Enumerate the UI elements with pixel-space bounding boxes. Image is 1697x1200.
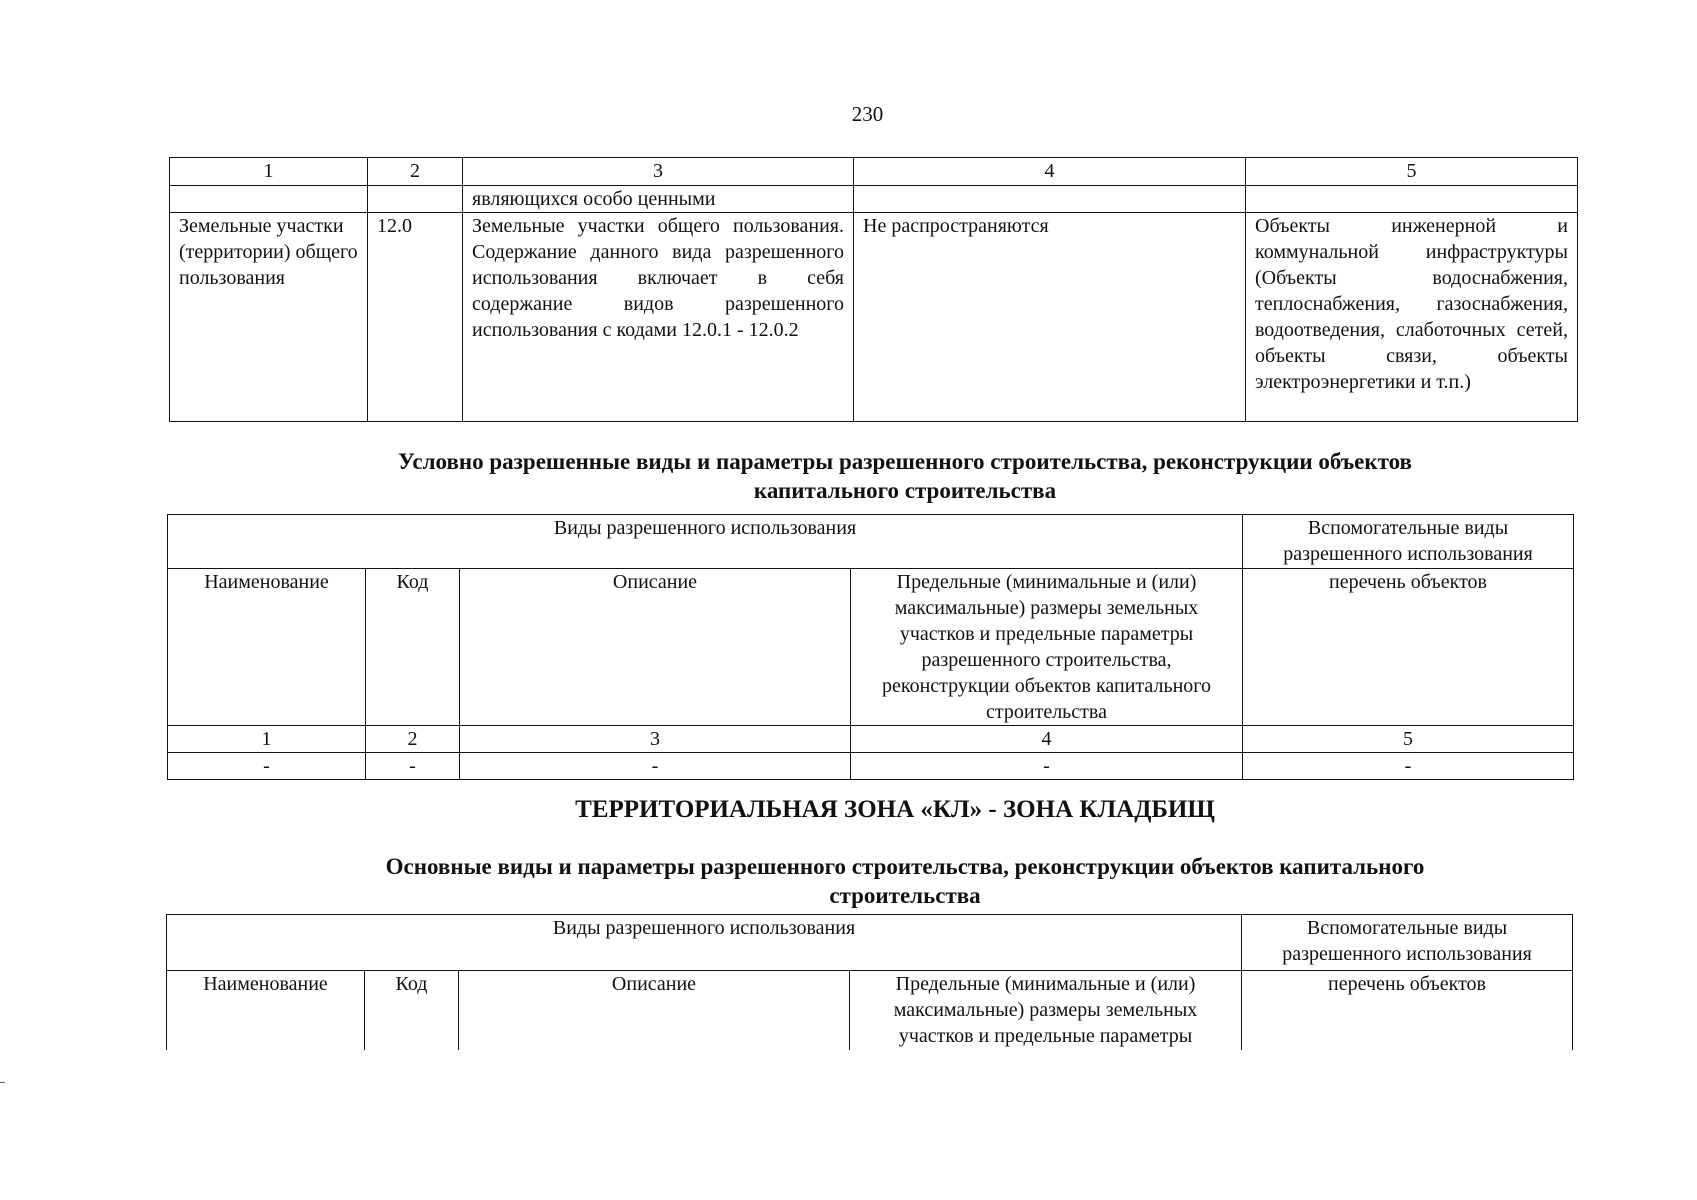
empty-value: - bbox=[851, 753, 1243, 780]
col-number: 1 bbox=[170, 158, 368, 186]
empty-value: - bbox=[168, 753, 366, 780]
table-column-numbers-row bbox=[168, 726, 1574, 753]
col-header-description: Описание bbox=[460, 569, 851, 726]
empty-cell bbox=[854, 186, 1246, 213]
col-number: 5 bbox=[1243, 726, 1574, 753]
conditional-section-heading bbox=[0, 447, 1697, 505]
col-number: 5 bbox=[1246, 158, 1578, 186]
main-section-heading bbox=[0, 852, 1697, 910]
group-header: Виды разрешенного использования bbox=[167, 915, 1242, 971]
table-row bbox=[168, 753, 1574, 780]
empty-value: - bbox=[1243, 753, 1574, 780]
empty-cell bbox=[170, 186, 368, 213]
heading-line: строительства bbox=[829, 883, 981, 908]
col-number: 4 bbox=[851, 726, 1243, 753]
aux-header: Вспомогательные виды разрешенного использования bbox=[1242, 915, 1573, 971]
page-number: 230 bbox=[851, 102, 884, 126]
land-use-name: Земельные участки (территории) общего пользования bbox=[170, 213, 368, 422]
table-header-row bbox=[168, 569, 1574, 726]
land-use-description: Земельные участки общего пользования. Содержание данного вида разрешенного использования включает в себя содержание видов разрешенного использования с кодами 12.0.1 - 12.0.2 bbox=[463, 213, 854, 422]
zone-title: ТЕРРИТОРИАЛЬНАЯ ЗОНА «КЛ» - ЗОНА КЛАДБИЩ bbox=[575, 796, 1215, 823]
heading-line: Основные виды и параметры разрешенного строительства, реконструкции объектов капитального bbox=[385, 854, 1425, 879]
col-number: 4 bbox=[854, 158, 1246, 186]
col-header-aux: перечень объектов bbox=[1242, 971, 1573, 1051]
heading-line: капитального строительства bbox=[753, 478, 1057, 503]
col-number: 2 bbox=[366, 726, 460, 753]
col-header-code: Код bbox=[366, 569, 460, 726]
empty-cell bbox=[368, 186, 463, 213]
table-continuation bbox=[169, 157, 1578, 422]
conditional-uses-table bbox=[167, 514, 1574, 780]
col-header-limits: Предельные (минимальные и (или) максимальные) размеры земельных участков и предельные параметры разрешенного строительства, реконструкции объектов капитального строительства bbox=[851, 569, 1243, 726]
land-use-code: 12.0 bbox=[368, 213, 463, 422]
heading-line: Условно разрешенные виды и параметры разрешенного строительства, реконструкции объектов bbox=[398, 449, 1412, 474]
col-number: 2 bbox=[368, 158, 463, 186]
empty-value: - bbox=[366, 753, 460, 780]
col-header-description: Описание bbox=[459, 971, 850, 1051]
table-header-row bbox=[168, 515, 1574, 569]
table-row bbox=[170, 186, 1578, 213]
col-number: 3 bbox=[460, 726, 851, 753]
main-uses-table bbox=[166, 914, 1573, 1050]
empty-value: - bbox=[460, 753, 851, 780]
empty-cell bbox=[1246, 186, 1578, 213]
col-header-aux: перечень объектов bbox=[1243, 569, 1574, 726]
col-header-code: Код bbox=[365, 971, 459, 1051]
table-header-row bbox=[167, 915, 1573, 971]
table-column-numbers-row bbox=[170, 158, 1578, 186]
col-header-limits: Предельные (минимальные и (или) максимальные) размеры земельных участков и предельные параметры bbox=[850, 971, 1242, 1051]
main-uses-table-clip bbox=[160, 908, 1584, 1050]
col-number: 3 bbox=[463, 158, 854, 186]
table-header-row bbox=[167, 971, 1573, 1051]
land-use-limits: Не распространяются bbox=[854, 213, 1246, 422]
table-row bbox=[170, 213, 1578, 422]
scan-edge-mark bbox=[0, 1082, 5, 1083]
col-header-name: Наименование bbox=[168, 569, 366, 726]
col-number: 1 bbox=[168, 726, 366, 753]
continuation-text: являющихся особо ценными bbox=[463, 186, 854, 213]
col-header-name: Наименование bbox=[167, 971, 365, 1051]
auxiliary-objects: Объекты инженерной и коммунальной инфраструктуры (Объекты водоснабжения, теплоснабжения, газоснабжения, водоотведения, слаботочных сетей, объекты связи, объекты электроэнергетики и т.п.) bbox=[1246, 213, 1578, 422]
aux-header: Вспомогательные виды разрешенного использования bbox=[1243, 515, 1574, 569]
group-header: Виды разрешенного использования bbox=[168, 515, 1243, 569]
